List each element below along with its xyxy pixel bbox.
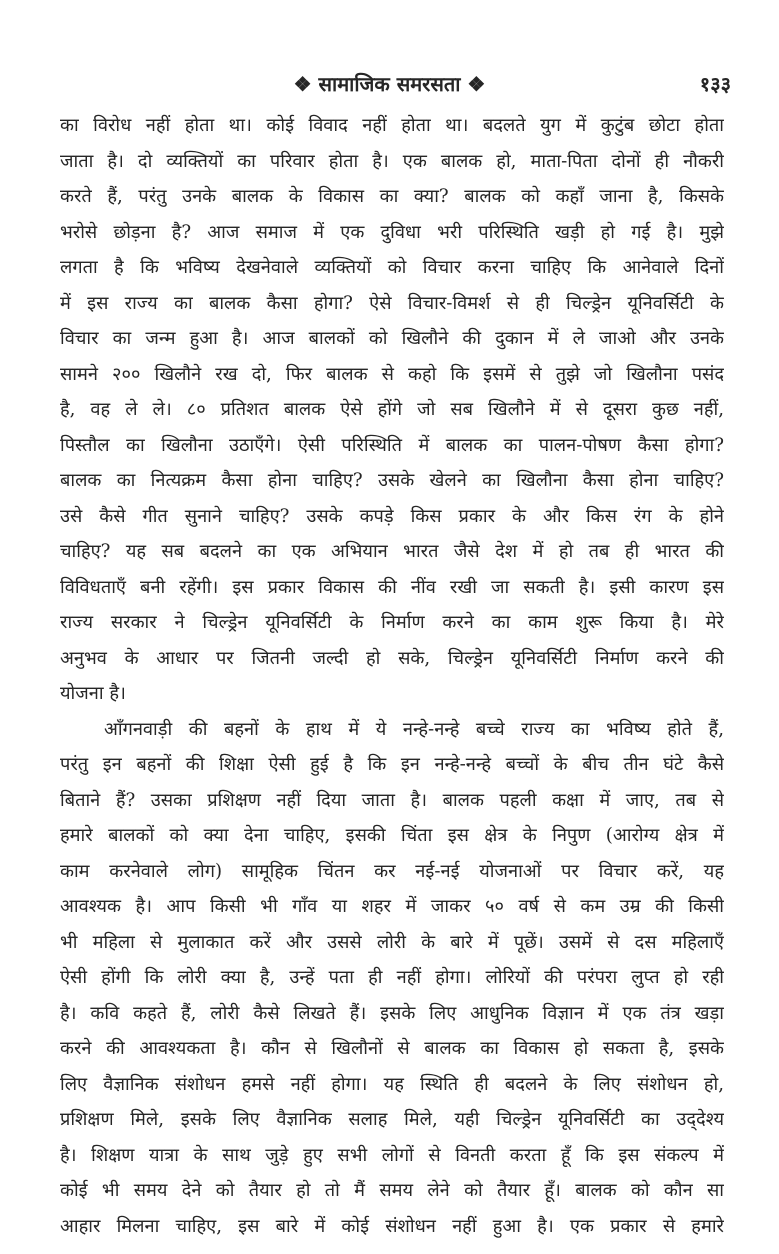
text-line: का विरोध नहीं होता था। कोई विवाद नहीं होता था। बदलते युग में कुटुंब छोटा होता <box>60 115 724 136</box>
text-line: पिस्तौल का खिलौना उठाएँगे। ऐसी परिस्थिति में बालक का पालन-पोषण कैसा होगा? <box>60 434 724 456</box>
text-line: में इस राज्य का बालक कैसा होगा? ऐसे विचार-विमर्श से ही चिल्ड्रेन यूनिवर्सिटी के <box>60 292 724 314</box>
text-line: जाता है। दो व्यक्तियों का परिवार होता है। एक बालक हो, माता-पिता दोनों ही नौकरी <box>60 150 724 172</box>
text-line: उसे कैसे गीत सुनाने चाहिए? उसके कपड़े किस प्रकार के और किस रंग के होने <box>60 505 724 527</box>
text-line: बालक का नित्यक्रम कैसा होना चाहिए? उसके खेलने का खिलौना कैसा होना चाहिए? <box>60 470 724 491</box>
text-line: हमारे बालकों को क्या देना चाहिए, इसकी चिंता इस क्षेत्र के निपुण (आरोग्य क्षेत्र में <box>60 825 724 846</box>
text-line: काम करनेवाले लोग) सामूहिक चिंतन कर नई-नई योजनाओं पर विचार करें, यह <box>60 860 724 882</box>
text-line: परंतु इन बहनों की शिक्षा ऐसी हुई है कि इन नन्हे-नन्हे बच्चों के बीच तीन घंटे कैसे <box>60 754 724 775</box>
text-line: अनुभव के आधार पर जितनी जल्दी हो सके, चिल्ड्रेन यूनिवर्सिटी निर्माण करने की <box>60 647 724 669</box>
text-line: बिताने हैं? उसका प्रशिक्षण नहीं दिया जाता है। बालक पहली कक्षा में जाए, तब से <box>60 789 724 811</box>
text-line-paragraph-end: योजना है। <box>60 683 126 704</box>
text-line: भरोसे छोड़ना है? आज समाज में एक दुविधा भरी परिस्थिति खड़ी हो गई है। मुझे <box>60 221 724 243</box>
text-line: लगता है कि भविष्य देखनेवाले व्यक्तियों को विचार करना चाहिए कि आनेवाले दिनों <box>60 257 724 278</box>
text-line-paragraph-start: आँगनवाड़ी की बहनों के हाथ में ये नन्हे-नन्हे बच्चे राज्य का भविष्य होते हैं, <box>104 718 724 740</box>
text-line: चाहिए? यह सब बदलने का एक अभियान भारत जैसे देश में हो तब ही भारत की <box>60 541 724 562</box>
text-line: करने की आवश्यकता है। कौन से खिलौनों से बालक का विकास हो सकता है, इसके <box>60 1038 724 1059</box>
running-header <box>0 64 779 104</box>
text-line: है। कवि कहते हैं, लोरी कैसे लिखते हैं। इसके लिए आधुनिक विज्ञान में एक तंत्र खड़ा <box>60 1002 724 1024</box>
text-line: राज्य सरकार ने चिल्ड्रेन यूनिवर्सिटी के निर्माण करने का काम शुरू किया है। मेरे <box>60 612 724 633</box>
text-line: करते हैं, परंतु उनके बालक के विकास का क्या? बालक को कहाँ जाना है, किसके <box>60 186 724 207</box>
body-text <box>60 108 724 1244</box>
text-line: विविधताएँ बनी रहेंगी। इस प्रकार विकास की नींव रखी जा सकती है। इसी कारण इस <box>60 576 724 598</box>
text-line: भी महिला से मुलाकात करें और उससे लोरी के बारे में पूछें। उसमें से दस महिलाएँ <box>60 931 724 953</box>
page-number: १३३ <box>699 72 731 96</box>
text-line: लिए वैज्ञानिक संशोधन हमसे नहीं होगा। यह स्थिति ही बदलने के लिए संशोधन हो, <box>60 1073 724 1095</box>
text-line: आवश्यक है। आप किसी भी गाँव या शहर में जाकर ५० वर्ष से कम उम्र की किसी <box>60 896 724 917</box>
text-line: है, वह ले ले। ८० प्रतिशत बालक ऐसे होंगे जो सब खिलौने में से दूसरा कुछ नहीं, <box>60 399 724 420</box>
text-line: है। शिक्षण यात्रा के साथ जुड़े हुए सभी लोगों से विनती करता हूँ कि इस संकल्प में <box>60 1144 724 1166</box>
text-line: सामने २०० खिलौने रख दो, फिर बालक से कहो कि इसमें से तुझे जो खिलौना पसंद <box>60 363 724 385</box>
text-line: ऐसी होंगी कि लोरी क्या है, उन्हें पता ही नहीं होगा। लोरियों की परंपरा लुप्त हो रही <box>60 967 724 988</box>
chapter-title: ❖ सामाजिक समरसता ❖ <box>293 72 486 96</box>
text-line: विचार का जन्म हुआ है। आज बालकों को खिलौने की दुकान में ले जाओ और उनके <box>60 328 724 349</box>
text-line: आहार मिलना चाहिए, इस बारे में कोई संशोधन नहीं हुआ है। एक प्रकार से हमारे <box>60 1215 724 1237</box>
text-line: कोई भी समय देने को तैयार हो तो मैं समय लेने को तैयार हूँ। बालक को कौन सा <box>60 1180 724 1201</box>
text-line: प्रशिक्षण मिले, इसके लिए वैज्ञानिक सलाह मिले, यही चिल्ड्रेन यूनिवर्सिटी का उद्‌देश्य <box>60 1109 724 1130</box>
